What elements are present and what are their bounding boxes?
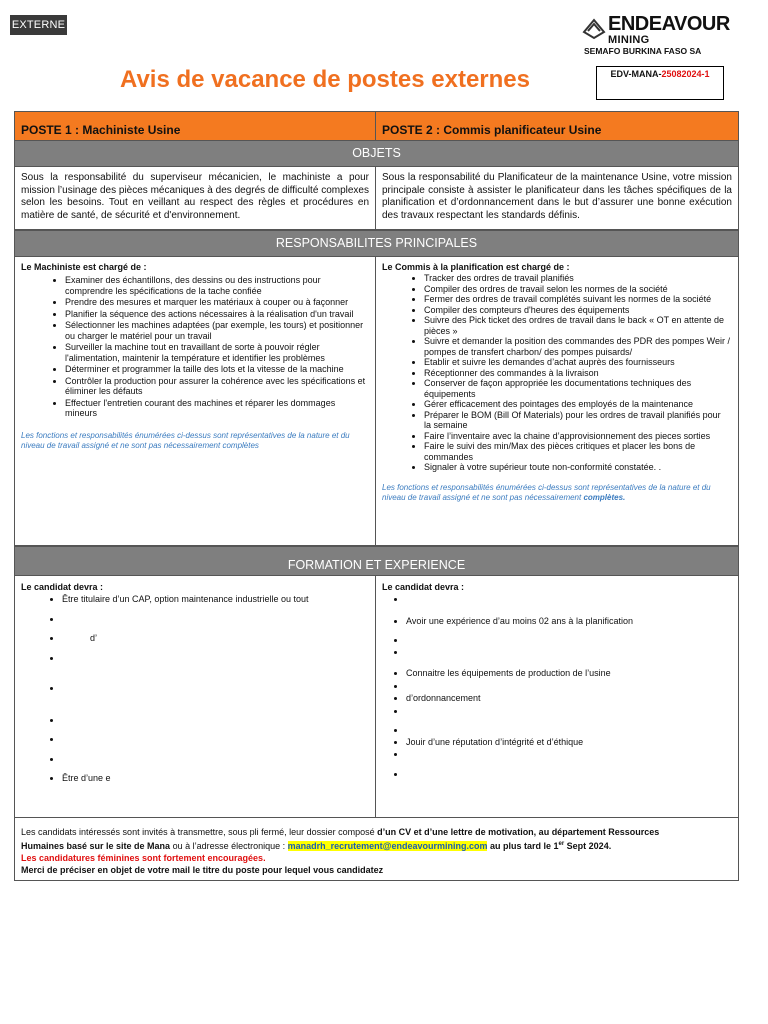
- application-footer: [15, 817, 738, 880]
- responsabilites-left-note: Les fonctions et responsabilités énumérées ci-dessus sont représentatives de la nature et du niveau de travail assigné et ne sont pas nécessairement complètes: [21, 430, 350, 450]
- footer-line-1: [21, 826, 732, 838]
- section-responsabilites: RESPONSABILITES PRINCIPALES: [15, 230, 738, 257]
- note-bold: complètes.: [583, 493, 626, 502]
- footer-text: ou à l’adresse électronique :: [170, 841, 288, 851]
- list-item: [406, 647, 730, 658]
- posts-row: [15, 112, 738, 141]
- responsabilites-right-note: [376, 473, 738, 504]
- logo-name: ENDEAVOUR: [608, 13, 730, 35]
- formation-row: [15, 576, 738, 817]
- list-item: [62, 734, 367, 745]
- list-item: • Conserver de façon appropriée les documentations techniques des équipements: [424, 378, 730, 399]
- list-item: [62, 683, 367, 694]
- objets-row: [15, 167, 738, 230]
- vacancy-table: [14, 111, 739, 881]
- list-item: • Être d’une e: [62, 773, 367, 784]
- responsabilites-right-heading: Le Commis à la planification est chargé de :: [382, 262, 570, 272]
- reference-code: 25082024-1: [661, 69, 710, 79]
- footer-deadline: au plus tard le 1: [487, 841, 559, 851]
- reference-prefix: EDV-MANA-: [610, 69, 662, 79]
- footer-text: Les candidats intéressés sont invités à transmettre, sous pli fermé, leur dossier composé: [21, 827, 378, 837]
- list-item: • Être titulaire d’un CAP, option maintenance industrielle ou tout: [62, 594, 367, 605]
- post-1-title: POSTE 1 : Machiniste Usine: [15, 112, 376, 140]
- responsabilites-row: [15, 257, 738, 546]
- list-item: [62, 653, 367, 664]
- list-item: • Réceptionner des commandes à la livraison: [424, 368, 730, 379]
- section-objets: OBJETS: [15, 141, 738, 167]
- list-item: • Etablir et suivre les demandes d’achat auprès des fournisseurs: [424, 357, 730, 368]
- formation-left-list: [15, 594, 375, 784]
- list-item: [406, 681, 730, 692]
- list-item: • Examiner des échantillons, des dessins ou des instructions pour comprendre les spécifications de la tache confiée: [65, 275, 367, 296]
- footer-sup: er: [558, 841, 565, 847]
- externe-badge: EXTERNE: [10, 15, 67, 35]
- list-item: • Tracker des ordres de travail planifiés: [424, 273, 730, 284]
- company-name: SEMAFO BURKINA FASO SA: [584, 46, 702, 56]
- list-item: • Connaitre les équipements de production de l’usine: [406, 668, 730, 679]
- list-item: • Jouir d’une réputation d’intégrité et d’éthique: [406, 737, 730, 748]
- endeavour-logo-icon: [582, 16, 606, 40]
- list-item: • Sélectionner les machines adaptées (par exemple, les tours) et positionner ou charger le matériel pour un travail: [65, 320, 367, 341]
- list-item: • Préparer le BOM (Bill Of Materials) pour les ordres de travail planifiés pour la semaine: [424, 410, 730, 431]
- objet-left: Sous la responsabilité du superviseur mécanicien, le machiniste a pour mission l’usinage des pièces mécaniques à des degrés de difficulté complexes selon les besoins. Tout en veillant au respect des règles et procédures en matière de santé, de sécurité et d'environnement.: [15, 167, 376, 229]
- list-item: • Avoir une expérience d’au moins 02 ans à la planification: [406, 616, 730, 627]
- list-item: [406, 769, 730, 780]
- footer-instructions: Merci de préciser en objet de votre mail le titre du poste pour lequel vous candidatez: [21, 865, 384, 875]
- list-item: [62, 614, 367, 625]
- footer-women-encouraged: Les candidatures féminines sont fortement encouragées.: [21, 853, 266, 863]
- contact-email-link[interactable]: manadrh_recrutement@endeavourmining.com: [287, 841, 488, 851]
- list-item: • Compiler des ordres de travail selon les normes de la société: [424, 284, 730, 295]
- formation-right-list: [376, 594, 738, 779]
- responsabilites-left-heading: Le Machiniste est chargé de :: [21, 262, 147, 272]
- responsabilites-left: [15, 257, 376, 545]
- page-title: Avis de vacance de postes externes: [120, 66, 530, 93]
- list-item: • Surveiller la machine tout en travaillant de sorte à pouvoir régler l'alimentation, maintenir la température et identifier les problèmes: [65, 342, 367, 363]
- list-item: [406, 706, 730, 717]
- list-item: • Suivre des Pick ticket des ordres de travail dans le back « OT en attente de pièces »: [424, 315, 730, 336]
- objet-right: Sous la responsabilité du Planificateur de la maintenance Usine, votre mission principale consiste à assister le planificateur dans les tâches spécifiques de la planification et d’ordonnancement dans le but d’assurer une bonne exécution des travaux respectant les standards définis.: [382, 172, 732, 221]
- list-item: • Faire l’inventaire avec la chaine d’approvisionnement des pieces sorties: [424, 431, 730, 442]
- formation-left-heading: Le candidat devra :: [21, 582, 104, 592]
- list-item: • Gérer efficacement des pointages des employés de la maintenance: [424, 399, 730, 410]
- list-item: [406, 749, 730, 760]
- post-2-title: POSTE 2 : Commis planificateur Usine: [382, 123, 602, 137]
- list-item: • Effectuer l'entretien courant des machines et réparer les dommages mineurs: [65, 398, 367, 419]
- list-item: • Faire le suivi des min/Max des pièces critiques et placer les bons de commandes: [424, 441, 730, 462]
- list-item: • Suivre et demander la position des commandes des PDR des pompes Weir / pompes de transfert charbon/ des pompes puisards/: [424, 336, 730, 357]
- footer-text-bold: d’un CV et d’une lettre de motivation, au département Ressources: [377, 827, 660, 837]
- reference-box: [596, 66, 724, 100]
- footer-site: Humaines basé sur le site de Mana: [21, 841, 171, 851]
- formation-left: [15, 576, 376, 817]
- list-item: [62, 715, 367, 726]
- list-item: • Compiler des compteurs d'heures des équipements: [424, 305, 730, 316]
- responsabilites-right-list: [376, 273, 738, 473]
- formation-right-heading: Le candidat devra :: [382, 582, 465, 592]
- footer-deadline-end: Sept 2024.: [564, 841, 612, 851]
- formation-right: [376, 576, 738, 817]
- list-item: [406, 635, 730, 646]
- list-item: • Planifier la séquence des actions nécessaires à la réalisation d'un travail: [65, 309, 367, 320]
- list-item: [406, 594, 730, 605]
- footer-line-2: [21, 838, 732, 852]
- list-item: • Contrôler la production pour assurer la cohérence avec les spécifications et éliminer les défauts: [65, 376, 367, 397]
- list-item: • Déterminer et programmer la taille des lots et la vitesse de la machine: [65, 364, 367, 375]
- note-text: Les fonctions et responsabilités énumérées ci-dessus sont représentatives de la nature et du niveau de travail assigné et ne sont pas nécessairement: [382, 482, 711, 502]
- list-item: • Prendre des mesures et marquer les matériaux à couper ou à façonner: [65, 297, 367, 308]
- list-item: [62, 754, 367, 765]
- section-formation: FORMATION ET EXPERIENCE: [15, 546, 738, 576]
- list-item: • d’ordonnancement: [406, 693, 730, 704]
- list-item: [406, 725, 730, 736]
- responsabilites-left-list: [15, 275, 375, 419]
- list-item: • Fermer des ordres de travail complétés suivant les normes de la société: [424, 294, 730, 305]
- list-item: • Signaler à votre supérieur toute non-conformité constatée. .: [424, 462, 730, 473]
- list-item: • d’: [62, 633, 367, 644]
- responsabilites-right: [376, 257, 738, 545]
- logo-subtitle: MINING: [608, 34, 650, 46]
